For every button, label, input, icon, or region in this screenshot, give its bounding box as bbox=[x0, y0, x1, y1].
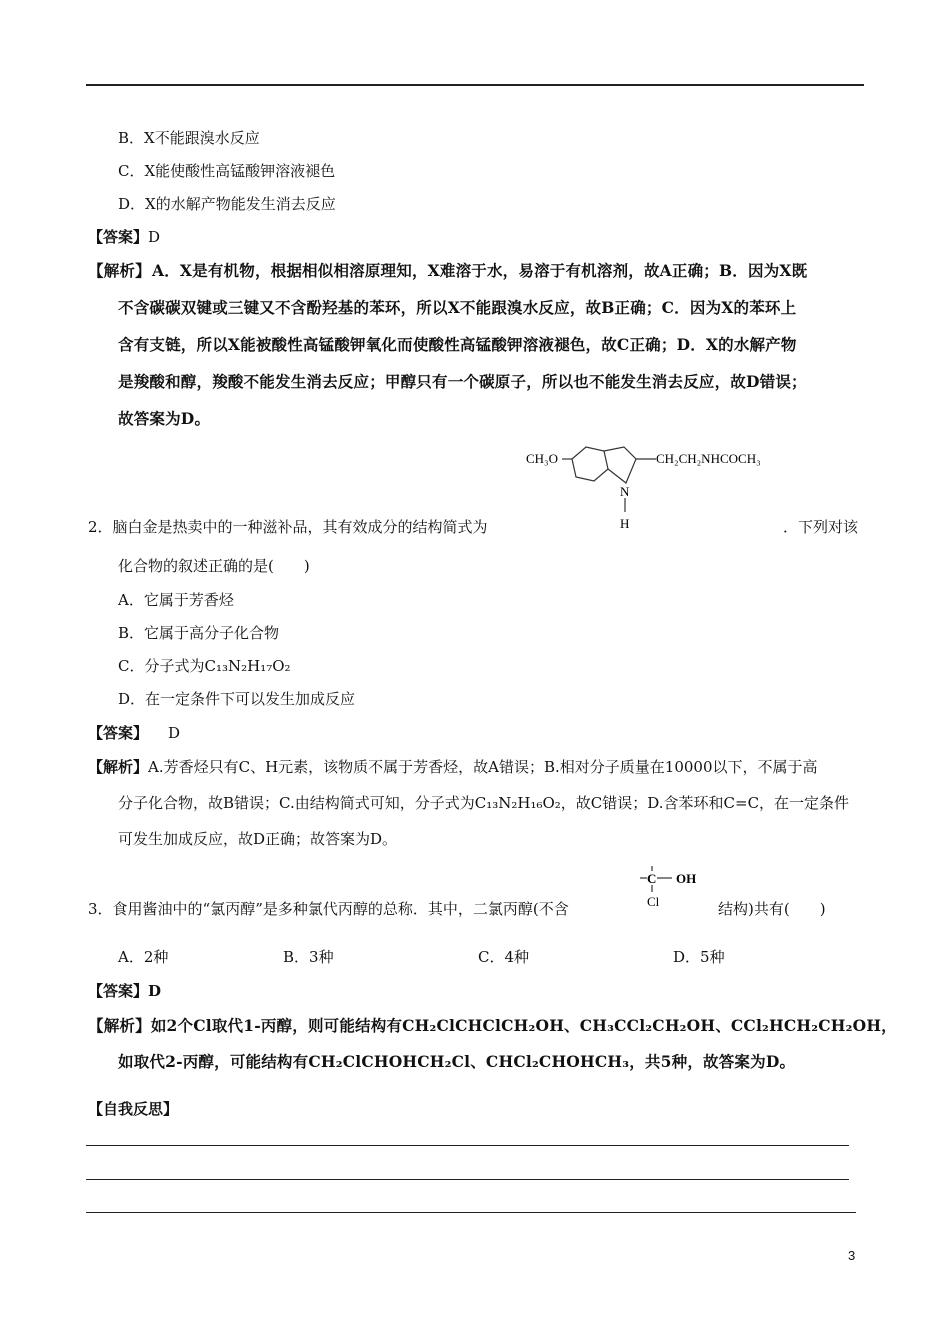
q2-answer bbox=[88, 722, 180, 743]
analysis-label: 【解析】 bbox=[88, 758, 149, 776]
answer-label: 【答案】 bbox=[88, 228, 149, 246]
answer-value: D bbox=[148, 228, 161, 246]
q1-analysis-line: 故答案为D。 bbox=[118, 409, 211, 428]
q2-option-c: C．分子式为C₁₃N₂H₁₇O₂ bbox=[118, 657, 291, 675]
answer-value: D bbox=[168, 724, 181, 742]
answer-label: 【答案】 bbox=[88, 982, 149, 1000]
q3-stem-end: 结构)共有( ) bbox=[718, 900, 826, 918]
reflection-label: 【自我反思】 bbox=[88, 1100, 179, 1118]
structure-n-label: N bbox=[620, 484, 630, 499]
q3-option-c: C．4种 bbox=[478, 948, 530, 966]
q2-option-d: D．在一定条件下可以发生加成反应 bbox=[118, 690, 356, 708]
q2-option-b: B．它属于高分子化合物 bbox=[118, 624, 280, 642]
q1-option-b: B．X不能跟溴水反应 bbox=[118, 129, 260, 147]
q2-stem-line2: 化合物的叙述正确的是( ) bbox=[118, 557, 310, 575]
structure-oh-label: OH bbox=[676, 871, 697, 886]
q2-analysis bbox=[88, 756, 818, 777]
q2-analysis-line: 可发生加成反应，故D正确；故答案为D。 bbox=[118, 830, 398, 848]
q1-option-d: D．X的水解产物能发生消去反应 bbox=[118, 195, 336, 213]
q3-option-b: B．3种 bbox=[283, 948, 334, 966]
page-number: 3 bbox=[848, 1248, 856, 1263]
q1-answer bbox=[88, 226, 160, 247]
structure-c-label: C bbox=[647, 871, 657, 886]
q3-option-a: A．2种 bbox=[118, 948, 169, 966]
q3-analysis-line: 如2个Cl取代1-丙醇，则可能结构有CH₂ClCHClCH₂OH、CH₃CCl₂CH₂OH、CCl₂HCH₂CH₂OH， bbox=[150, 1016, 897, 1035]
reflection-line bbox=[86, 1145, 849, 1146]
q3-stem: 3．食用酱油中的“氯丙醇”是多种氯代丙醇的总称．其中，二氯丙醇(不含 bbox=[88, 900, 569, 918]
q1-analysis-label: 【解析】 bbox=[88, 261, 151, 280]
q2-stem-end: ．下列对该 bbox=[783, 518, 859, 536]
q1-analysis-line: 是羧酸和醇，羧酸不能发生消去反应；甲醇只有一个碳原子，所以也不能发生消去反应，故D错误； bbox=[118, 372, 807, 391]
structure-methoxy-label: CH₃O bbox=[526, 451, 558, 466]
q3-analysis bbox=[88, 1014, 897, 1036]
answer-label: 【答案】 bbox=[88, 724, 149, 742]
structure-cl-label: Cl bbox=[647, 894, 660, 909]
header-rule bbox=[86, 84, 864, 86]
melatonin-structure bbox=[522, 438, 792, 538]
q3-answer bbox=[88, 980, 161, 1001]
answer-value: D bbox=[148, 982, 162, 1000]
q3-option-d: D．5种 bbox=[673, 948, 725, 966]
structure-h-label: H bbox=[620, 516, 630, 531]
q1-option-c: C．X能使酸性高锰酸钾溶液褪色 bbox=[118, 162, 336, 180]
reflection-line bbox=[86, 1212, 856, 1213]
q1-analysis-line: A．X是有机物，根据相似相溶原理知，X难溶于水，易溶于有机溶剂，故A正确；B．因为X既 bbox=[152, 261, 808, 280]
analysis-label: 【解析】 bbox=[88, 1016, 151, 1035]
reflection-line bbox=[86, 1179, 849, 1180]
q1-analysis-line: 含有支链，所以X能被酸性高锰酸钾氧化而使酸性高锰酸钾溶液褪色，故C正确；D．X的水解产物 bbox=[118, 335, 797, 354]
q2-analysis-line: 分子化合物，故B错误；C.由结构简式可知，分子式为C₁₃N₂H₁₆O₂，故C错误；D.含苯环和C=C，在一定条件 bbox=[118, 794, 850, 812]
q3-analysis-line: 如取代2-丙醇，可能结构有CH₂ClCHOHCH₂Cl、CHCl₂CHOHCH₃，共5种，故答案为D。 bbox=[118, 1052, 796, 1071]
q2-analysis-line: A.芳香烃只有C、H元素，该物质不属于芳香烃，故A错误；B.相对分子质量在10000以下，不属于高 bbox=[148, 758, 818, 776]
q1-analysis-line: 不含碳碳双键或三键又不含酚羟基的苯环，所以X不能跟溴水反应，故B正确；C．因为X的苯环上 bbox=[118, 298, 797, 317]
q2-option-a: A．它属于芳香烃 bbox=[118, 591, 234, 609]
q2-stem: 2．脑白金是热卖中的一种滋补品，其有效成分的结构简式为 bbox=[88, 518, 488, 536]
structure-side-chain-label: CH₂CH₂NHCOCH₃ bbox=[656, 451, 761, 466]
c-oh-cl-structure bbox=[636, 862, 716, 912]
